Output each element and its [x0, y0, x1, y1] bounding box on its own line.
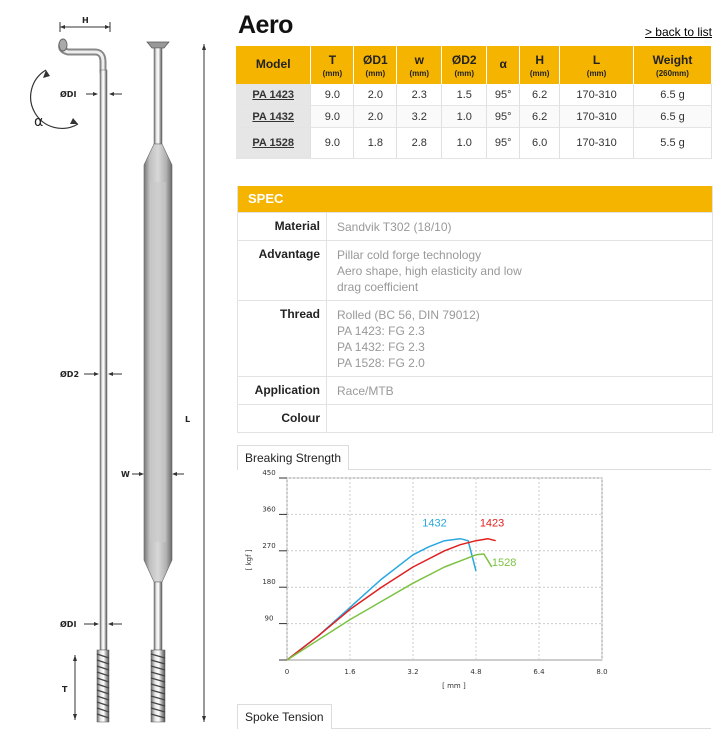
- dim-label-d2: ØD2: [60, 370, 80, 379]
- back-to-list-link[interactable]: > back to list: [644, 25, 712, 39]
- spec-row-application: [238, 376, 712, 404]
- col-header-weight: Weight (260mm): [634, 46, 712, 84]
- cell-w: 2.3: [397, 84, 442, 106]
- spec-label: Colour: [238, 405, 327, 432]
- spec-line: Aero shape, high elasticity and low: [337, 264, 522, 278]
- y-tick-label: 180: [262, 578, 276, 587]
- model-link-pa-1528[interactable]: PA 1528: [236, 128, 311, 159]
- spec-value: [327, 241, 522, 300]
- tab-spoke-tension[interactable]: Spoke Tension: [237, 704, 332, 729]
- dim-label-w: W: [121, 470, 130, 479]
- spec-value: [327, 377, 394, 404]
- cell-t: 9.0: [311, 128, 354, 159]
- table-header-row: [236, 46, 712, 84]
- spec-label: Application: [238, 377, 327, 404]
- spec-line: PA 1423: FG 2.3: [337, 324, 425, 338]
- col-header-alpha: α: [487, 46, 520, 84]
- spec-line: Sandvik T302 (18/10): [337, 220, 452, 234]
- y-tick-label: 450: [262, 470, 276, 477]
- spec-row-colour: [238, 404, 712, 432]
- cell-w: 2.8: [397, 128, 442, 159]
- spec-line: Rolled (BC 56, DIN 79012): [337, 308, 480, 322]
- model-link-pa-1432[interactable]: PA 1432: [236, 106, 311, 128]
- x-tick-label: 0: [284, 668, 290, 676]
- spec-line: drag coefficient: [337, 280, 419, 294]
- cell-d2: 1.0: [442, 128, 487, 159]
- cell-l: 170-310: [560, 106, 634, 128]
- col-header-d1: ØD1 (mm): [354, 46, 397, 84]
- cell-h: 6.2: [520, 84, 560, 106]
- spec-line: Race/MTB: [337, 384, 394, 398]
- spec-line: PA 1528: FG 2.0: [337, 356, 425, 370]
- cell-alpha: 95°: [487, 84, 520, 106]
- cell-weight: 6.5 g: [634, 84, 712, 106]
- cell-t: 9.0: [311, 106, 354, 128]
- x-tick-label: 4.8: [470, 668, 482, 676]
- x-tick-label: 1.6: [344, 668, 356, 676]
- table-row: [236, 106, 712, 128]
- cell-d1: 2.0: [354, 84, 397, 106]
- y-axis-label: [ kgf ]: [245, 549, 253, 571]
- cell-t: 9.0: [311, 84, 354, 106]
- spec-value: [327, 301, 480, 376]
- series-label-1423: 1423: [479, 517, 505, 530]
- spec-row-advantage: [238, 240, 712, 300]
- cell-l: 170-310: [560, 128, 634, 159]
- x-tick-label: 8.0: [596, 668, 608, 676]
- spec-header: SPEC: [238, 186, 712, 212]
- cell-d1: 1.8: [354, 128, 397, 159]
- col-header-h: H (mm): [520, 46, 560, 84]
- spec-label: Thread: [238, 301, 327, 376]
- col-header-model: Model: [236, 46, 311, 84]
- x-axis-label: [ mm ]: [442, 682, 466, 690]
- model-link-pa-1423[interactable]: PA 1423: [236, 84, 311, 106]
- table-row: [236, 84, 712, 106]
- breaking-strength-chart: [237, 470, 617, 695]
- y-tick-label: 90: [264, 614, 274, 623]
- table-row: [236, 128, 712, 159]
- cell-d1: 2.0: [354, 106, 397, 128]
- spec-label: Advantage: [238, 241, 327, 300]
- dim-label-h: H: [82, 16, 89, 25]
- dim-label-alpha: α: [34, 114, 44, 130]
- spec-row-material: [238, 212, 712, 240]
- cell-d2: 1.5: [442, 84, 487, 106]
- model-spec-table: [236, 46, 712, 159]
- cell-weight: 5.5 g: [634, 128, 712, 159]
- y-tick-label: 270: [262, 541, 276, 550]
- plot-area: [287, 478, 602, 660]
- y-tick-label: 360: [262, 505, 276, 514]
- cell-h: 6.2: [520, 106, 560, 128]
- series-label-1528: 1528: [491, 557, 517, 570]
- col-header-d2: ØD2 (mm): [442, 46, 487, 84]
- tab-breaking-strength[interactable]: Breaking Strength: [237, 445, 349, 470]
- dim-label-di-top: ØDI: [60, 90, 77, 99]
- cell-alpha: 95°: [487, 106, 520, 128]
- cell-alpha: 95°: [487, 128, 520, 159]
- cell-h: 6.0: [520, 128, 560, 159]
- x-tick-label: 3.2: [407, 668, 419, 676]
- cell-weight: 6.5 g: [634, 106, 712, 128]
- spec-section: [237, 186, 713, 433]
- x-tick-label: 6.4: [533, 668, 545, 676]
- spec-value: [327, 213, 452, 240]
- dim-label-di-bottom: ØDI: [60, 620, 77, 629]
- cell-l: 170-310: [560, 84, 634, 106]
- dim-label-l: L: [185, 415, 191, 424]
- spec-label: Material: [238, 213, 327, 240]
- col-header-w: w (mm): [397, 46, 442, 84]
- cell-d2: 1.0: [442, 106, 487, 128]
- spec-value: [327, 405, 337, 432]
- spec-row-thread: [238, 300, 712, 376]
- spec-line: Pillar cold forge technology: [337, 248, 482, 262]
- page-title: Aero: [238, 11, 293, 39]
- spoke-drawing-svg: [0, 0, 236, 744]
- dim-label-t: T: [62, 685, 68, 694]
- col-header-l: L (mm): [560, 46, 634, 84]
- col-header-t: T (mm): [311, 46, 354, 84]
- spoke-drawing: [0, 0, 236, 744]
- series-label-1432: 1432: [422, 517, 447, 530]
- spec-line: PA 1432: FG 2.3: [337, 340, 425, 354]
- cell-w: 3.2: [397, 106, 442, 128]
